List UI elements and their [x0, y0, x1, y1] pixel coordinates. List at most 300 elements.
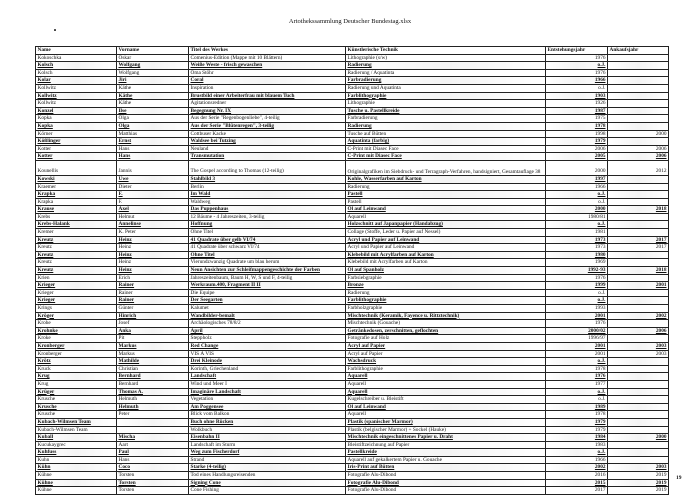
cell-titel: April [189, 327, 346, 335]
document-title: Artothekssammlung Deutscher Bundestag.xlsx [288, 18, 412, 25]
cell-ankaufsjahr: 2019 [608, 487, 669, 495]
cell-technik: Aquatinta (farbig) [346, 138, 546, 146]
cell-technik: Acryl und Papier auf Leinwand [346, 244, 546, 252]
cell-entstehungsjahr: 1966 [546, 456, 608, 464]
cell-vorname: F. [117, 191, 189, 199]
cell-technik: Radierung und Aquatinta [346, 84, 546, 92]
cell-ankaufsjahr [608, 449, 669, 457]
cell-vorname: F. [117, 198, 189, 206]
cell-ankaufsjahr [608, 320, 669, 328]
table-row [36, 100, 669, 108]
table-row [36, 77, 669, 85]
cell-name: Kühne [36, 479, 117, 487]
cell-ankaufsjahr [608, 426, 669, 434]
cell-titel: Tod eines Handlungsreisenden [189, 472, 346, 480]
cell-technik: Aquarell [346, 411, 546, 419]
cell-vorname: Josef [117, 320, 189, 328]
cell-technik: Öl auf Spanholz [346, 267, 546, 275]
cell-vorname: Heinz [117, 267, 189, 275]
cell-technik: Plastik (spanischer Marmor) [346, 418, 546, 426]
cell-name: Krötz [36, 358, 117, 366]
table-row [36, 472, 669, 480]
table-row [36, 434, 669, 442]
cell-entstehungsjahr: 2000 [546, 160, 608, 175]
cell-entstehungsjahr: 1976 [546, 69, 608, 77]
table-row [36, 327, 669, 335]
cell-name: Kolsch [36, 62, 117, 70]
cell-name: Kreutz [36, 244, 117, 252]
cell-vorname: Markus [117, 342, 189, 350]
cell-entstehungsjahr: 1983 [546, 441, 608, 449]
cell-entstehungsjahr: 1984 [546, 434, 608, 442]
cell-technik: Fotografie Alu-Dibond [346, 472, 546, 480]
cell-technik: Mischtechnik (Gouache) [346, 320, 546, 328]
cell-technik: Aquarell [346, 388, 546, 396]
cell-vorname: Helmuth [117, 396, 189, 404]
cell-titel: The Gospel according to Thomas (12-teilig) [189, 160, 346, 175]
cell-name: Krien [36, 274, 117, 282]
cell-ankaufsjahr [608, 358, 669, 366]
column-header-vorname: Vorname [117, 47, 189, 55]
cell-entstehungsjahr: 2000 [546, 206, 608, 214]
cell-name: Kühne [36, 472, 117, 480]
cell-technik: Tusche u. Pastellkreide [346, 107, 546, 115]
header-row [36, 47, 669, 55]
cell-name: Kreutz [36, 259, 117, 267]
cell-titel: Waldsee bei Tutzing [189, 138, 346, 146]
cell-technik: Farblithographie [346, 365, 546, 373]
cell-vorname: Bernhard [117, 373, 189, 381]
cell-technik: Lithographie [346, 100, 546, 108]
cell-name: Krohe [36, 320, 117, 328]
cell-vorname: Helmuth [117, 403, 189, 411]
cell-titel: Waldweg [189, 198, 346, 206]
cell-vorname: Annelinse [117, 221, 189, 229]
cell-name: Kroke [36, 335, 117, 343]
cell-vorname: Christian [117, 365, 189, 373]
cell-name: Kowski [36, 175, 117, 183]
cell-ankaufsjahr [608, 403, 669, 411]
table-row [36, 388, 669, 396]
cell-titel: Das Puppenhaus [189, 206, 346, 214]
cell-technik: Radierung [346, 122, 546, 130]
cell-vorname: Uwe [117, 175, 189, 183]
cell-vorname: Peter [117, 411, 189, 419]
cell-ankaufsjahr: 2000 [608, 130, 669, 138]
cell-titel: 41 Quadrate über gelb VI/74 [189, 236, 346, 244]
cell-entstehungsjahr: 1997 [546, 175, 608, 183]
cell-ankaufsjahr [608, 69, 669, 77]
artwork-table [35, 46, 669, 495]
cell-entstehungsjahr: 2001 [546, 342, 608, 350]
cell-name: Krapka [36, 198, 117, 206]
cell-entstehungsjahr: 1903 [546, 92, 608, 100]
cell-entstehungsjahr: 1975 [546, 115, 608, 123]
cell-titel: Oma Stöhr [189, 69, 346, 77]
cell-ankaufsjahr: 2012 [608, 160, 669, 175]
cell-technik: Farbholzgraphie [346, 305, 546, 313]
cell-technik: Kohle, Wasserfarben auf Karton [346, 175, 546, 183]
cell-technik: Farbradierung [346, 77, 546, 85]
table-row [36, 403, 669, 411]
cell-technik: Aquarell [346, 213, 546, 221]
cell-ankaufsjahr: 2002 [608, 312, 669, 320]
cell-entstehungsjahr: 1992-93 [546, 267, 608, 275]
table-row [36, 107, 669, 115]
cell-vorname: Pit [117, 335, 189, 343]
cell-entstehungsjahr: 2006 [546, 145, 608, 153]
cell-vorname: Matthias [117, 130, 189, 138]
cell-vorname: Hans [117, 153, 189, 161]
cell-vorname: Markus [117, 350, 189, 358]
cell-ankaufsjahr: 2018 [608, 267, 669, 275]
cell-technik: Radierung [346, 62, 546, 70]
cell-ankaufsjahr [608, 77, 669, 85]
table-row [36, 229, 669, 237]
cell-name: Kröger [36, 312, 117, 320]
cell-titel: Steppholz [189, 335, 346, 343]
cell-name: Krüger [36, 388, 117, 396]
cell-name: Kreutz [36, 236, 117, 244]
cell-technik: Aquarell [346, 380, 546, 388]
cell-entstehungsjahr: 1979 [546, 426, 608, 434]
cell-name: Kopka [36, 122, 117, 130]
cell-ankaufsjahr: 2017 [608, 236, 669, 244]
table-row [36, 267, 669, 275]
cell-entstehungsjahr: 1980 [546, 251, 608, 259]
cell-technik: Öl auf Leinwand [346, 403, 546, 411]
cell-entstehungsjahr: 1976 [546, 320, 608, 328]
cell-technik: Bleistiftzeichnung auf Papier [346, 441, 546, 449]
cell-entstehungsjahr: 1976 [546, 54, 608, 62]
table-row [36, 456, 669, 464]
cell-technik: Klebebild mit Acrylfarben auf Karton [346, 251, 546, 259]
table-row [36, 213, 669, 221]
cell-ankaufsjahr: 2001 [608, 282, 669, 290]
cell-vorname: Olga [117, 115, 189, 123]
table-row [36, 426, 669, 434]
cell-name: Kollwitz [36, 84, 117, 92]
cell-vorname: Hinrich [117, 312, 189, 320]
cell-technik: Holzschnitt auf Japanpapier (Handabzug) [346, 221, 546, 229]
cell-titel: Wind und Meer I [189, 380, 346, 388]
cell-technik: Mischtechnik (Keramik, Fayence u. Rittztechnik) [346, 312, 546, 320]
cell-name: Krings [36, 305, 117, 313]
cell-technik: Iris-Print auf Bütten [346, 464, 546, 472]
cell-ankaufsjahr [608, 365, 669, 373]
cell-name: Kubach-Wilmsen Team [36, 426, 117, 434]
cell-name: Kucukaygrec [36, 441, 117, 449]
cell-entstehungsjahr: o.J. [546, 191, 608, 199]
cell-ankaufsjahr [608, 92, 669, 100]
cell-vorname: Mathilde [117, 358, 189, 366]
cell-technik: Pastellkreide [346, 449, 546, 457]
cell-technik: Acryl auf Papier [346, 342, 546, 350]
cell-vorname: Hans [117, 145, 189, 153]
table-row [36, 282, 669, 290]
cell-vorname: Heinz [117, 251, 189, 259]
table-row [36, 418, 669, 426]
cell-vorname: Heinz [117, 244, 189, 252]
cell-titel: Coral [189, 77, 346, 85]
cell-ankaufsjahr [608, 191, 669, 199]
cell-vorname: K. Peter [117, 229, 189, 237]
cell-technik: Pastell [346, 191, 546, 199]
cell-entstehungsjahr: o.J. [546, 221, 608, 229]
cell-technik: C-Print mit Diasec Face [346, 153, 546, 161]
cell-technik: Kugelschreiber u. Bleistift [346, 396, 546, 404]
cell-technik: Acryl und Papier auf Leinwand [346, 236, 546, 244]
table-row [36, 350, 669, 358]
table-row [36, 411, 669, 419]
cell-ankaufsjahr [608, 380, 669, 388]
cell-titel: Landschaft im Sturm [189, 441, 346, 449]
cell-name: Kollwitz [36, 92, 117, 100]
cell-titel: Kalumet [189, 305, 346, 313]
column-header-entstehungsjahr: Entstehungsjahr [546, 47, 608, 55]
cell-technik: Aquarell auf gekalkertem Papier u. Gouache [346, 456, 546, 464]
cell-ankaufsjahr [608, 122, 669, 130]
cell-titel: 41 Quadrate über schwarz VI/74 [189, 244, 346, 252]
cell-entstehungsjahr: o.J. [546, 449, 608, 457]
scan-speck [54, 29, 56, 31]
cell-vorname: Mischa [117, 434, 189, 442]
cell-vorname: Käthe [117, 84, 189, 92]
table-row [36, 153, 669, 161]
cell-ankaufsjahr: 2003 [608, 464, 669, 472]
cell-titel: Strand [189, 456, 346, 464]
cell-technik: Acryl auf Papier [346, 350, 546, 358]
cell-name: Krohnke [36, 327, 117, 335]
table-row [36, 297, 669, 305]
cell-entstehungsjahr: 1980/81 [546, 213, 608, 221]
cell-name: Kronberger [36, 350, 117, 358]
cell-vorname: Thomas A. [117, 388, 189, 396]
cell-vorname: Wolfgang [117, 62, 189, 70]
cell-titel: Archäologisches 78/8/2 [189, 320, 346, 328]
cell-technik: Fotografie auf Holz [346, 335, 546, 343]
cell-vorname: Aart [117, 441, 189, 449]
table-row [36, 441, 669, 449]
cell-vorname: Heinz [117, 236, 189, 244]
cell-technik: Aquarell [346, 373, 546, 381]
cell-ankaufsjahr: 2006 [608, 145, 669, 153]
cell-vorname: Paul [117, 449, 189, 457]
cell-name: Kößlinger [36, 138, 117, 146]
table-row [36, 145, 669, 153]
cell-ankaufsjahr [608, 54, 669, 62]
table-row [36, 365, 669, 373]
cell-entstehungsjahr: o.J. [546, 198, 608, 206]
cell-technik: Mischtechnik eingeschnittenes Papier u. Draht [346, 434, 546, 442]
cell-vorname: Torsten [117, 472, 189, 480]
cell-entstehungsjahr: o.J. [546, 84, 608, 92]
cell-ankaufsjahr: 2019 [608, 472, 669, 480]
cell-vorname: Wolfgang [117, 69, 189, 77]
cell-vorname: Anka [117, 327, 189, 335]
cell-technik: Radierung [346, 183, 546, 191]
cell-technik: Fotografie Alu-Dibond [346, 479, 546, 487]
cell-name: Kolsch [36, 69, 117, 77]
cell-name: Krieger [36, 297, 117, 305]
cell-ankaufsjahr [608, 100, 669, 108]
cell-entstehungsjahr: 1977 [546, 380, 608, 388]
cell-name: Kühne [36, 487, 117, 495]
cell-ankaufsjahr [608, 411, 669, 419]
cell-titel: Vierundzwanzig Quadrate um blau herum [189, 259, 346, 267]
cell-technik: Tusche auf Bütten [346, 130, 546, 138]
cell-ankaufsjahr [608, 274, 669, 282]
cell-ankaufsjahr: 2003 [608, 342, 669, 350]
cell-name: Kreutz [36, 251, 117, 259]
table-row [36, 259, 669, 267]
cell-entstehungsjahr: 1966 [546, 77, 608, 85]
table-row [36, 92, 669, 100]
table-row [36, 320, 669, 328]
cell-vorname: Rainer [117, 282, 189, 290]
cell-vorname: Ernst [117, 138, 189, 146]
cell-titel: Red Change [189, 342, 346, 350]
table-row [36, 175, 669, 183]
cell-technik: Öl auf Leinwand [346, 206, 546, 214]
cell-technik: Pastell [346, 198, 546, 206]
cell-entstehungsjahr: 1926 [546, 100, 608, 108]
cell-entstehungsjahr: 1996/97 [546, 335, 608, 343]
cell-entstehungsjahr: 1978 [546, 122, 608, 130]
table-row [36, 289, 669, 297]
table-row [36, 130, 669, 138]
cell-name: Krebs [36, 213, 117, 221]
cell-vorname: Torsten [117, 487, 189, 495]
cell-ankaufsjahr: 2017 [608, 244, 669, 252]
cell-titel: Brustbild einer Arbeiterfrau mit blauem Tuch [189, 92, 346, 100]
cell-entstehungsjahr: 1978 [546, 411, 608, 419]
cell-ankaufsjahr [608, 198, 669, 206]
table-row [36, 54, 669, 62]
cell-technik: Farbradierung [346, 115, 546, 123]
cell-vorname: Jiri [117, 77, 189, 85]
cell-technik: C-Print mit Diasec Face [346, 145, 546, 153]
cell-vorname: Günter [117, 305, 189, 313]
cell-titel: Drei Kleinode [189, 358, 346, 366]
table-row [36, 122, 669, 130]
cell-entstehungsjahr: 2017 [546, 487, 608, 495]
cell-name: Konzel [36, 107, 117, 115]
cell-name: Kollwitz [36, 100, 117, 108]
cell-ankaufsjahr [608, 138, 669, 146]
cell-vorname: Bernhard [117, 380, 189, 388]
cell-titel: Am Poggensee [189, 403, 346, 411]
table-row [36, 449, 669, 457]
cell-vorname: Helmut [117, 213, 189, 221]
table-body [36, 54, 669, 494]
table-row [36, 396, 669, 404]
cell-name: Kuhfuss [36, 449, 117, 457]
cell-ankaufsjahr [608, 251, 669, 259]
cell-titel: Hoffnung [189, 221, 346, 229]
cell-titel: Ohne Titel [189, 251, 346, 259]
cell-entstehungsjahr: 1987 [546, 107, 608, 115]
cell-name: Kremer [36, 229, 117, 237]
cell-ankaufsjahr [608, 229, 669, 237]
table-row [36, 191, 669, 199]
table-row [36, 373, 669, 381]
cell-ankaufsjahr [608, 62, 669, 70]
cell-vorname: Käthe [117, 100, 189, 108]
table-row [36, 183, 669, 191]
cell-titel: Neun Ansichten zur Schleifmappengeschichte der Farben [189, 267, 346, 275]
cell-name: Kotter [36, 145, 117, 153]
cell-titel: Cone Fishing [189, 487, 346, 495]
cell-technik: Fotografie Alu-Dibond [346, 487, 546, 495]
cell-entstehungsjahr: 1979 [546, 418, 608, 426]
column-header-technik: Künstlerische Technik [346, 47, 546, 55]
cell-ankaufsjahr [608, 289, 669, 297]
cell-entstehungsjahr: 1998 [546, 130, 608, 138]
cell-ankaufsjahr [608, 107, 669, 115]
cell-entstehungsjahr: 1979 [546, 138, 608, 146]
cell-titel: Berlin [189, 183, 346, 191]
cell-technik: Plastik (belgischer Marmor) + Sockel (Hauke) [346, 426, 546, 434]
cell-titel: Stahlbild 3 [189, 175, 346, 183]
cell-ankaufsjahr [608, 221, 669, 229]
cell-name: Krusche [36, 403, 117, 411]
cell-titel: Im Wald [189, 191, 346, 199]
cell-entstehungsjahr: 2001 [546, 350, 608, 358]
table-row [36, 335, 669, 343]
cell-entstehungsjahr: 2016 [546, 472, 608, 480]
table-row [36, 464, 669, 472]
cell-vorname: Olga [117, 122, 189, 130]
cell-technik: Lithographie (s/w) [346, 54, 546, 62]
page-number: 19 [676, 475, 682, 481]
cell-entstehungsjahr: 1973 [546, 244, 608, 252]
table-row [36, 115, 669, 123]
cell-name: Krusche [36, 411, 117, 419]
cell-vorname [117, 418, 189, 426]
cell-titel: Buch ohne Rücken [189, 418, 346, 426]
cell-ankaufsjahr [608, 259, 669, 267]
cell-titel: Ohne Titel [189, 229, 346, 237]
cell-entstehungsjahr: o.J. [546, 289, 608, 297]
cell-entstehungsjahr: 1966 [546, 183, 608, 191]
cell-ankaufsjahr [608, 396, 669, 404]
cell-vorname: Dieter [117, 183, 189, 191]
cell-titel: Signing Cone [189, 479, 346, 487]
cell-technik: Getränkedosen, zerschnitten, geflochten [346, 327, 546, 335]
table-row [36, 487, 669, 495]
cell-vorname: Hans [117, 456, 189, 464]
table-row [36, 274, 669, 282]
cell-entstehungsjahr: 2005 [546, 153, 608, 161]
cell-titel: VIS À VIS [189, 350, 346, 358]
cell-ankaufsjahr [608, 183, 669, 191]
cell-vorname: Rainer [117, 297, 189, 305]
cell-entstehungsjahr: 1981 [546, 229, 608, 237]
cell-entstehungsjahr: 1993 [546, 305, 608, 313]
cell-titel: Aus der Serie "Regenbogenliebe", 4-teilig [189, 115, 346, 123]
table-row [36, 244, 669, 252]
table-row [36, 312, 669, 320]
cell-ankaufsjahr [608, 335, 669, 343]
cell-vorname: Jannis [117, 160, 189, 175]
cell-titel: Landschaft [189, 373, 346, 381]
cell-entstehungsjahr: o.J. [546, 297, 608, 305]
cell-ankaufsjahr: 2006 [608, 153, 669, 161]
table-row [36, 342, 669, 350]
cell-technik: Originalgrafiken im Siebdruck- und Terragraph-Verfahren, handsigniert, Gesamtauflage 38 [346, 160, 546, 175]
cell-entstehungsjahr: 2001 [546, 312, 608, 320]
